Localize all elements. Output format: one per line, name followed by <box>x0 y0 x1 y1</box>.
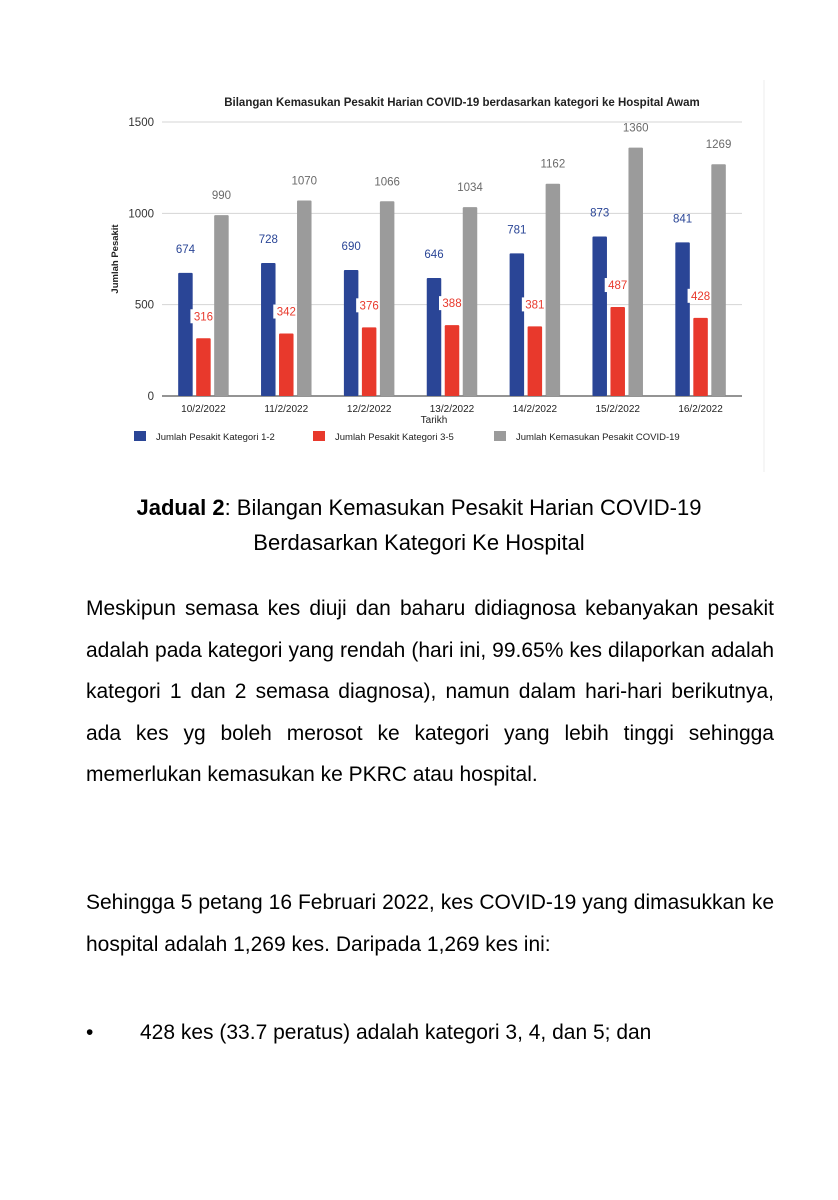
data-label-kemasukan-total: 1066 <box>374 176 400 189</box>
bar-kategori-1-2 <box>344 270 359 396</box>
data-label-kemasukan-total: 1070 <box>291 175 318 188</box>
y-tick-label: 1500 <box>128 117 154 129</box>
bar-kategori-1-2 <box>592 237 607 396</box>
bar-chart <box>92 80 772 472</box>
paragraph-1: Meskipun semasa kes diuji dan baharu didiagnosa kebanyakan pesakit adalah pada kategori yang rendah (hari ini, 99.65% kes dilaporkan adalah kategori 1 dan 2 semasa diagnosa), namun dalam hari-hari berikutnya, ada kes yg boleh merosot ke kategori yang lebih tinggi sehingga memerlukan kemasukan ke PKRC atau hospital. <box>86 597 774 786</box>
paragraph-2: Sehingga 5 petang 16 Februari 2022, kes COVID-19 yang dimasukkan ke hospital adalah 1,269 kes. Daripada 1,269 kes ini: <box>86 891 774 956</box>
data-label-kategori-1-2: 674 <box>175 243 196 256</box>
data-label-kategori-1-2: 781 <box>507 224 527 237</box>
legend-swatch <box>134 431 146 441</box>
bar-kategori-3-5 <box>528 326 543 396</box>
legend-label: Jumlah Pesakit Kategori 3-5 <box>335 432 454 443</box>
bar-kemasukan-total <box>546 184 561 396</box>
y-tick-label: 0 <box>147 391 154 403</box>
x-tick-label: 15/2/2022 <box>595 404 640 415</box>
bar-kategori-3-5 <box>610 307 625 396</box>
x-tick-label: 10/2/2022 <box>181 404 226 415</box>
legend-swatch <box>313 431 325 441</box>
chart-title: Bilangan Kemasukan Pesakit Harian COVID-19 berdasarkan kategori ke Hospital Awam <box>224 97 700 109</box>
data-label-kategori-3-5: 342 <box>276 306 296 319</box>
legend-label: Jumlah Kemasukan Pesakit COVID-19 <box>516 432 680 443</box>
bar-kemasukan-total <box>297 201 312 396</box>
x-axis-label: Tarikh <box>420 415 448 426</box>
bar-kemasukan-total <box>214 215 229 396</box>
bar-kemasukan-total <box>711 164 726 396</box>
bar-kemasukan-total <box>628 148 643 396</box>
data-label-kemasukan-total: 1162 <box>540 158 566 171</box>
bar-kemasukan-total <box>463 207 478 396</box>
chart-svg <box>92 80 772 472</box>
data-label-kemasukan-total: 1360 <box>622 122 649 135</box>
bar-kategori-1-2 <box>675 242 690 396</box>
bar-kategori-1-2 <box>427 278 442 396</box>
bullet-text: 428 kes (33.7 peratus) adalah kategori 3, 4, dan 5; dan <box>140 1021 652 1044</box>
bar-kategori-1-2 <box>178 273 193 396</box>
data-label-kemasukan-total: 1269 <box>705 139 732 152</box>
table-caption <box>60 490 778 560</box>
bar-kategori-3-5 <box>362 327 377 396</box>
y-axis-label: Jumlah Pesakit <box>110 224 121 294</box>
bullet-symbol: • <box>86 1021 94 1044</box>
data-label-kategori-1-2: 690 <box>341 240 361 253</box>
data-label-kategori-1-2: 841 <box>672 213 693 226</box>
x-tick-label: 14/2/2022 <box>512 404 558 415</box>
data-label-kategori-3-5: 381 <box>525 299 545 312</box>
x-tick-label: 13/2/2022 <box>429 404 475 415</box>
data-label-kategori-3-5: 487 <box>608 280 628 293</box>
bar-kategori-1-2 <box>261 263 276 396</box>
data-label-kemasukan-total: 990 <box>211 190 232 203</box>
data-label-kategori-1-2: 646 <box>424 248 444 261</box>
bar-kategori-3-5 <box>693 318 708 396</box>
bar-kategori-3-5 <box>445 325 460 396</box>
legend-label: Jumlah Pesakit Kategori 1-2 <box>156 432 275 443</box>
data-label-kategori-1-2: 873 <box>590 207 610 220</box>
data-label-kategori-1-2: 728 <box>258 234 278 247</box>
data-label-kategori-3-5: 388 <box>442 298 462 311</box>
y-tick-label: 1000 <box>128 208 154 221</box>
data-label-kemasukan-total: 1034 <box>457 182 483 195</box>
bar-kategori-3-5 <box>196 338 211 396</box>
x-tick-label: 11/2/2022 <box>264 404 309 415</box>
data-label-kategori-3-5: 376 <box>359 300 379 313</box>
x-tick-label: 16/2/2022 <box>678 404 723 415</box>
data-label-kategori-3-5: 316 <box>193 311 214 324</box>
x-tick-label: 12/2/2022 <box>346 404 392 415</box>
y-tick-label: 500 <box>134 299 154 312</box>
caption-title-line2: Berdasarkan Kategori Ke Hospital <box>253 530 585 555</box>
bar-kategori-1-2 <box>510 253 525 396</box>
data-label-kategori-3-5: 428 <box>690 290 711 303</box>
caption-title-line1: : Bilangan Kemasukan Pesakit Harian COVID-19 <box>224 495 702 520</box>
bar-kemasukan-total <box>380 201 395 396</box>
legend-swatch <box>494 431 506 441</box>
caption-label: Jadual 2 <box>136 495 225 520</box>
bar-kategori-3-5 <box>279 334 294 396</box>
